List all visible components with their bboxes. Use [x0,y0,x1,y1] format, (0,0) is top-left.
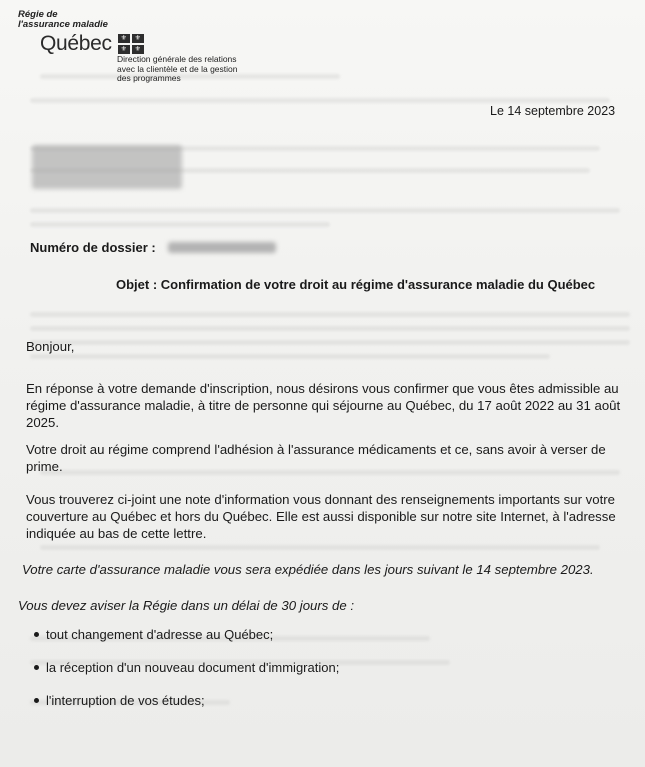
subject-line: Objet : Confirmation de votre droit au régime d'assurance maladie du Québec [116,277,596,292]
file-number-label: Numéro de dossier : [30,240,156,255]
paragraph-notify-regie: Vous devez aviser la Régie dans un délai de 30 jours de : [18,598,355,613]
greeting: Bonjour, [26,339,75,354]
list-item: tout changement d'adresse au Québec; [34,627,273,642]
bullet-icon [34,632,39,637]
bullet-icon [34,665,39,670]
regie-logo [18,10,144,56]
quebec-wordmark: Québec [40,32,112,55]
bullet-icon [34,698,39,703]
letter-date: Le 14 septembre 2023 [490,104,616,118]
list-item: la réception d'un nouveau document d'immigration; [34,660,339,675]
department-name: Direction générale des relations avec la clientèle et de la gestion des programmes [117,54,238,83]
paragraph-information-note: Vous trouverez ci-joint une note d'information vous donnant des renseignements importants sur votre couverture au Québec et hors du Québec. Elle est aussi disponible sur notre site Internet, à l'adresse indiquée au bas de cette lettre. [26,492,616,541]
regie-name-line1: Régie de [18,9,58,20]
paragraph-eligibility: En réponse à votre demande d'inscription, nous désirons vous confirmer que vous êtes admissible au régime d'assurance maladie, à titre de personne qui séjourne au Québec, du 17 août 2022 au 31 août 2025. [26,381,621,430]
regie-name-line2: l'assurance maladie [18,19,108,30]
paragraph-card-shipping: Votre carte d'assurance maladie vous sera expédiée dans les jours suivant le 14 septembre 2023. [22,562,594,577]
fleurdelise-flag-icon: ⚜ ⚜ ⚜ ⚜ [118,34,144,54]
redacted-address [32,145,182,189]
paragraph-drug-insurance: Votre droit au régime comprend l'adhésion à l'assurance médicaments et ce, sans avoir à verser de prime. [26,442,606,474]
list-item: l'interruption de vos études; [34,693,205,708]
redacted-file-number [168,242,276,253]
